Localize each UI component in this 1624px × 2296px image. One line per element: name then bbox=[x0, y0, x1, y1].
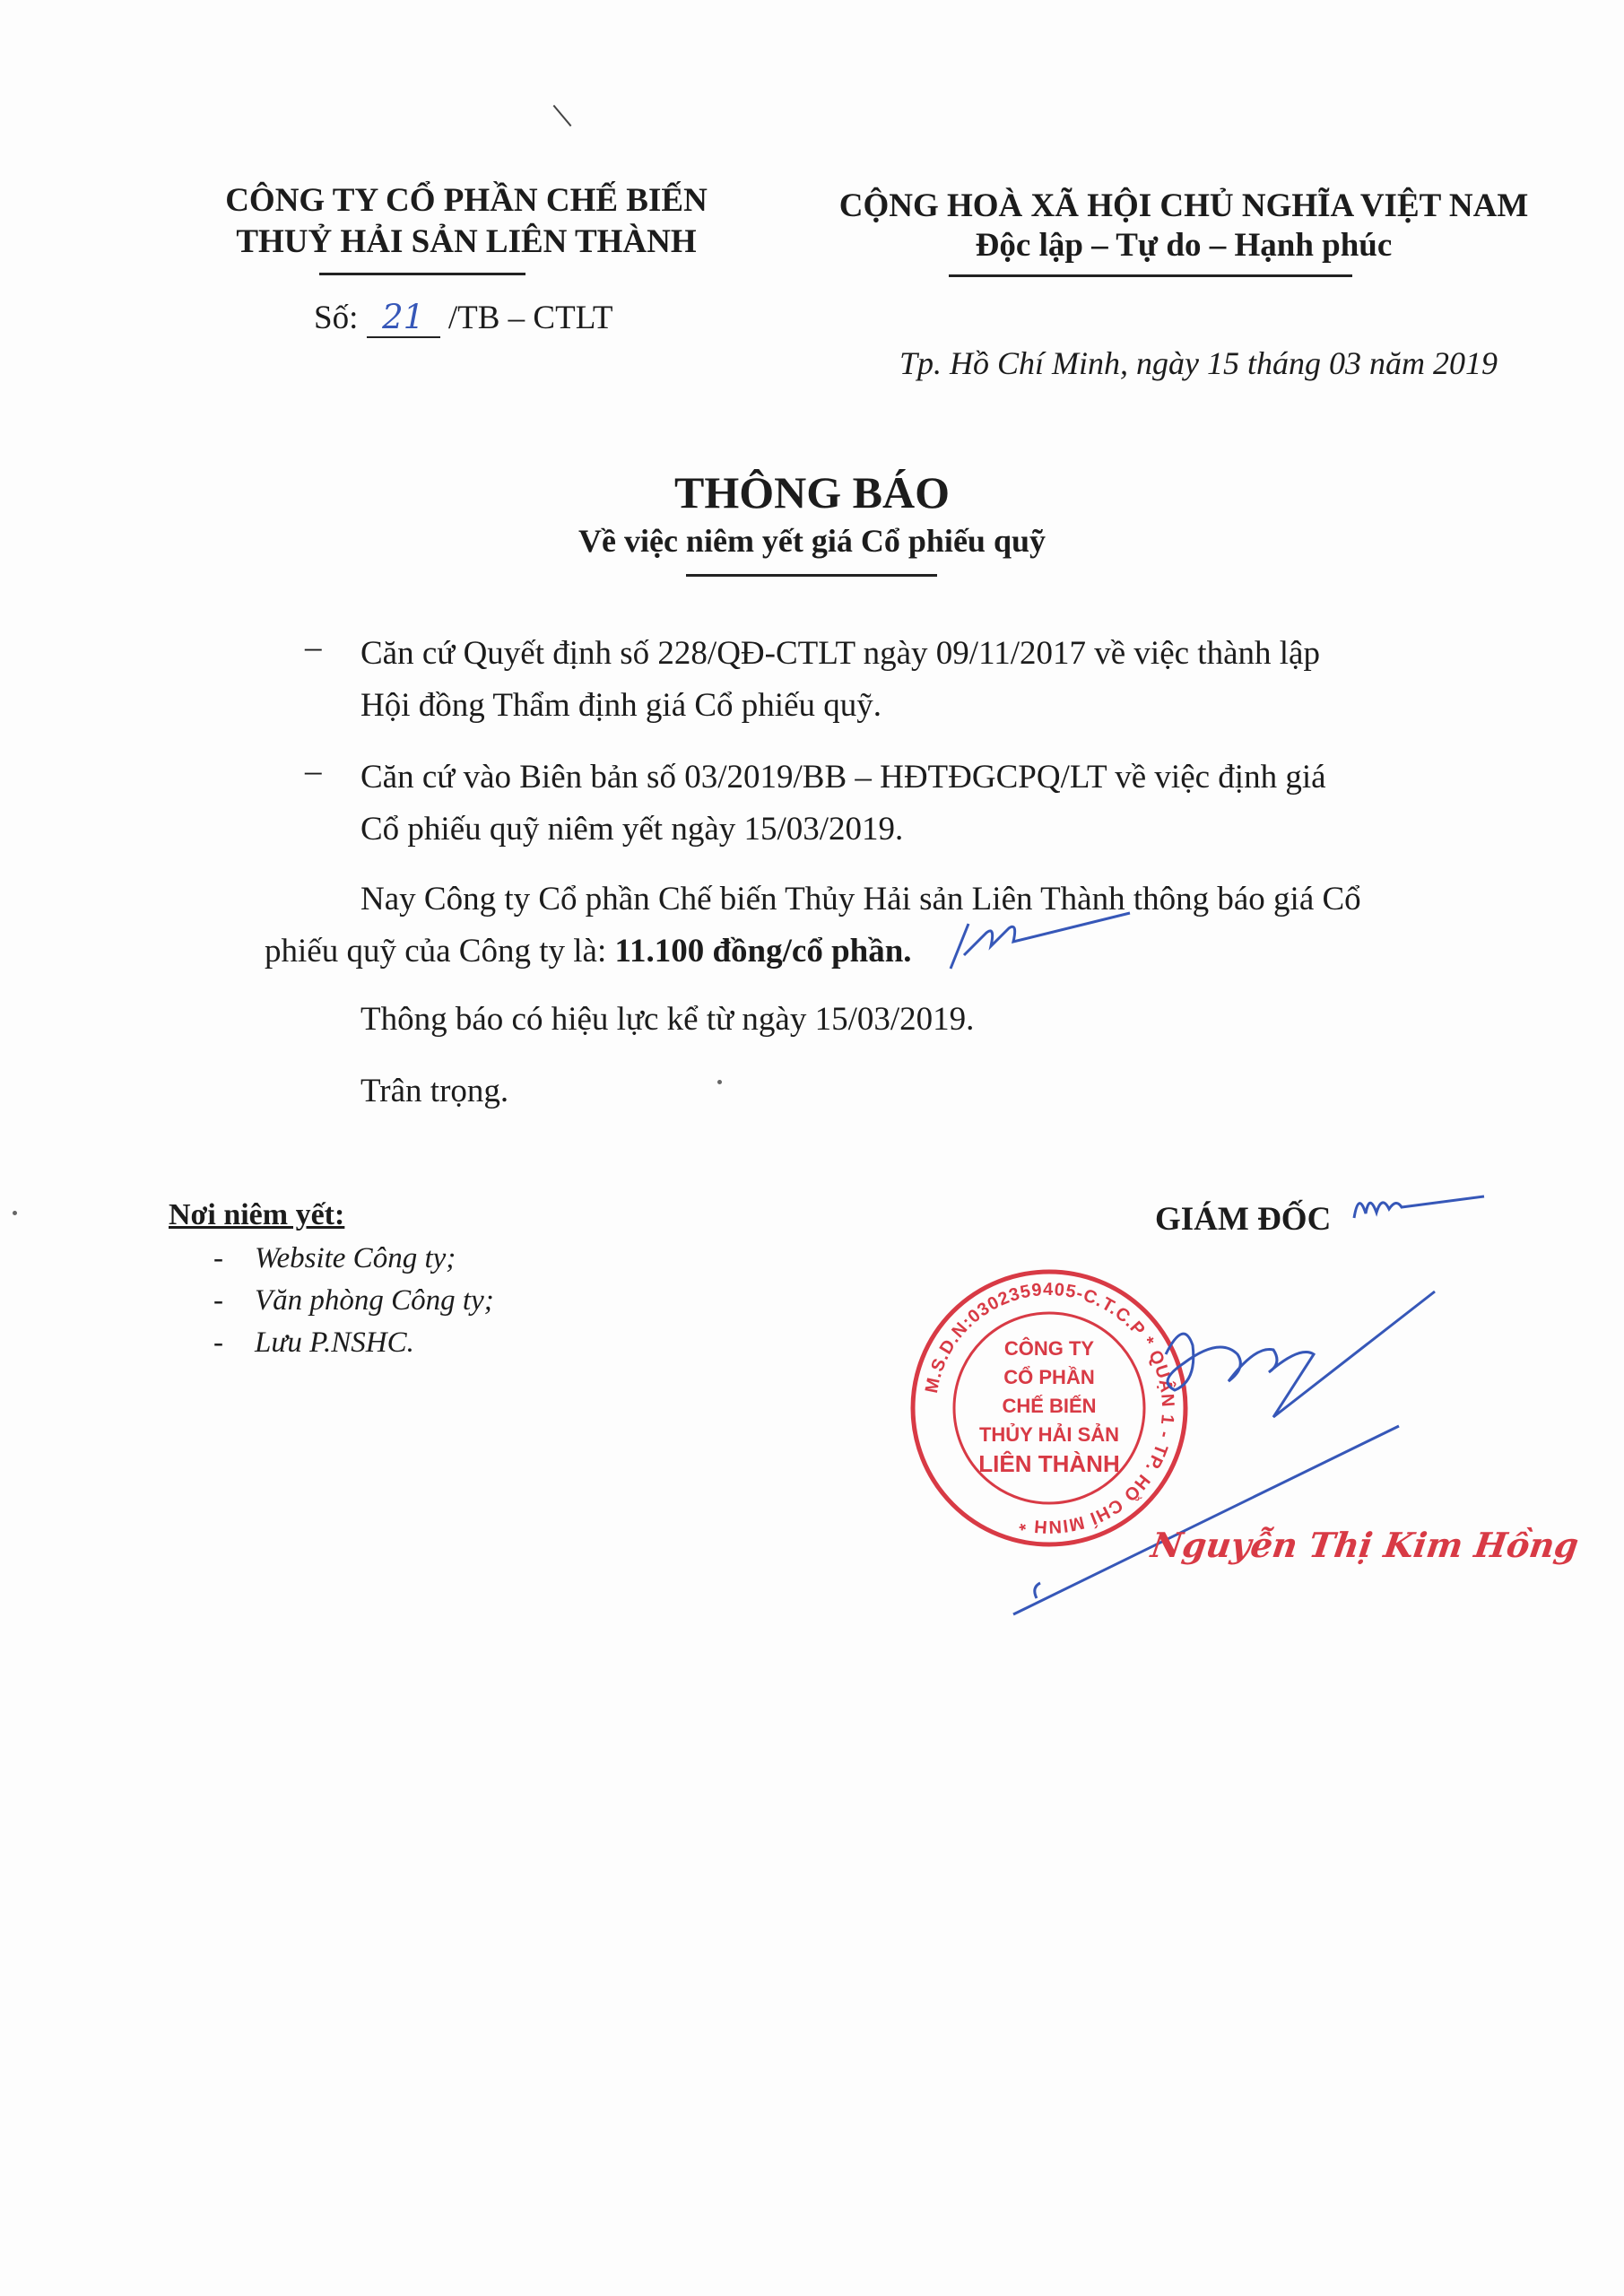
handwritten-signature bbox=[1004, 1283, 1471, 1641]
recipient-item: - Website Công ty; bbox=[213, 1242, 456, 1274]
signature-position: GIÁM ĐỐC bbox=[1155, 1201, 1332, 1238]
document-subtitle: Về việc niêm yết giá Cổ phiếu quỹ bbox=[578, 523, 1046, 559]
place-date: Tp. Hồ Chí Minh, ngày 15 tháng 03 năm 2019 bbox=[899, 345, 1498, 381]
scan-dot bbox=[717, 1080, 722, 1084]
initial-mark bbox=[942, 906, 1139, 978]
signer-name: Nguyễn Thị Kim Hồng bbox=[1148, 1525, 1582, 1565]
bullet-1-line2: Hội đồng Thẩm định giá Cổ phiếu quỹ. bbox=[360, 687, 881, 724]
bullet-2 bbox=[360, 752, 1455, 856]
document-title: THÔNG BÁO bbox=[674, 467, 950, 517]
document-number-suffix: /TB – CTLT bbox=[447, 300, 613, 336]
document-number-handwritten: 21 bbox=[367, 298, 440, 338]
recipient-item: - Lưu P.NSHC. bbox=[213, 1326, 414, 1359]
recipients-heading: Nơi niêm yết: bbox=[169, 1198, 345, 1231]
recipients-list bbox=[213, 1238, 494, 1364]
nation-title: CỘNG HOÀ XÃ HỘI CHỦ NGHĨA VIỆT NAM bbox=[838, 187, 1529, 224]
para1-line2-prefix: phiếu quỹ của Công ty là: bbox=[265, 933, 615, 970]
document-number-prefix: Số: bbox=[314, 300, 359, 336]
scan-dot bbox=[13, 1211, 17, 1215]
share-price: 11.100 đồng/cổ phần. bbox=[614, 933, 912, 970]
document-number bbox=[314, 298, 613, 338]
para3: Trân trọng. bbox=[360, 1073, 509, 1109]
subtitle-underline bbox=[686, 574, 937, 577]
company-name-line1: CÔNG TY CỔ PHẦN CHẾ BIẾN bbox=[225, 182, 708, 219]
recipient-item: - Văn phòng Công ty; bbox=[213, 1284, 494, 1317]
company-underline bbox=[319, 273, 525, 275]
bullet-2-line1: Căn cứ vào Biên bản số 03/2019/BB – HĐTĐGCPQ/LT về việc định giá bbox=[360, 759, 1326, 796]
nation-motto: Độc lập – Tự do – Hạnh phúc bbox=[975, 227, 1393, 264]
para1-line2 bbox=[265, 926, 1430, 978]
bullet-1 bbox=[360, 628, 1455, 732]
company-name-line2: THUỶ HẢI SẢN LIÊN THÀNH bbox=[236, 223, 697, 260]
bullet-2-line2: Cổ phiếu quỹ niêm yết ngày 15/03/2019. bbox=[360, 811, 904, 848]
motto-underline bbox=[949, 274, 1352, 277]
para1-line1: Nay Công ty Cổ phần Chế biến Thủy Hải sản Liên Thành thông báo giá Cổ bbox=[360, 881, 1361, 918]
seal-center-text: CÔNG TY CỔ PHẦN CHẾ BIẾN THỦY HẢI SẢN LIÊN THÀNH bbox=[978, 1337, 1120, 1477]
para2: Thông báo có hiệu lực kể từ ngày 15/03/2019. bbox=[360, 1001, 975, 1038]
bullet-dash-2: – bbox=[305, 752, 322, 789]
bullet-dash-1: – bbox=[305, 629, 322, 665]
scan-mark bbox=[553, 105, 572, 126]
seal-ring-text: M.S.D.N:0302359405-C.T.C.P * QUẬN 1 - TP. HỒ CHÍ MINH * bbox=[922, 1279, 1178, 1537]
bullet-1-line1: Căn cứ Quyết định số 228/QĐ-CTLT ngày 09/11/2017 về việc thành lập bbox=[360, 635, 1320, 672]
position-initials bbox=[1350, 1182, 1493, 1236]
